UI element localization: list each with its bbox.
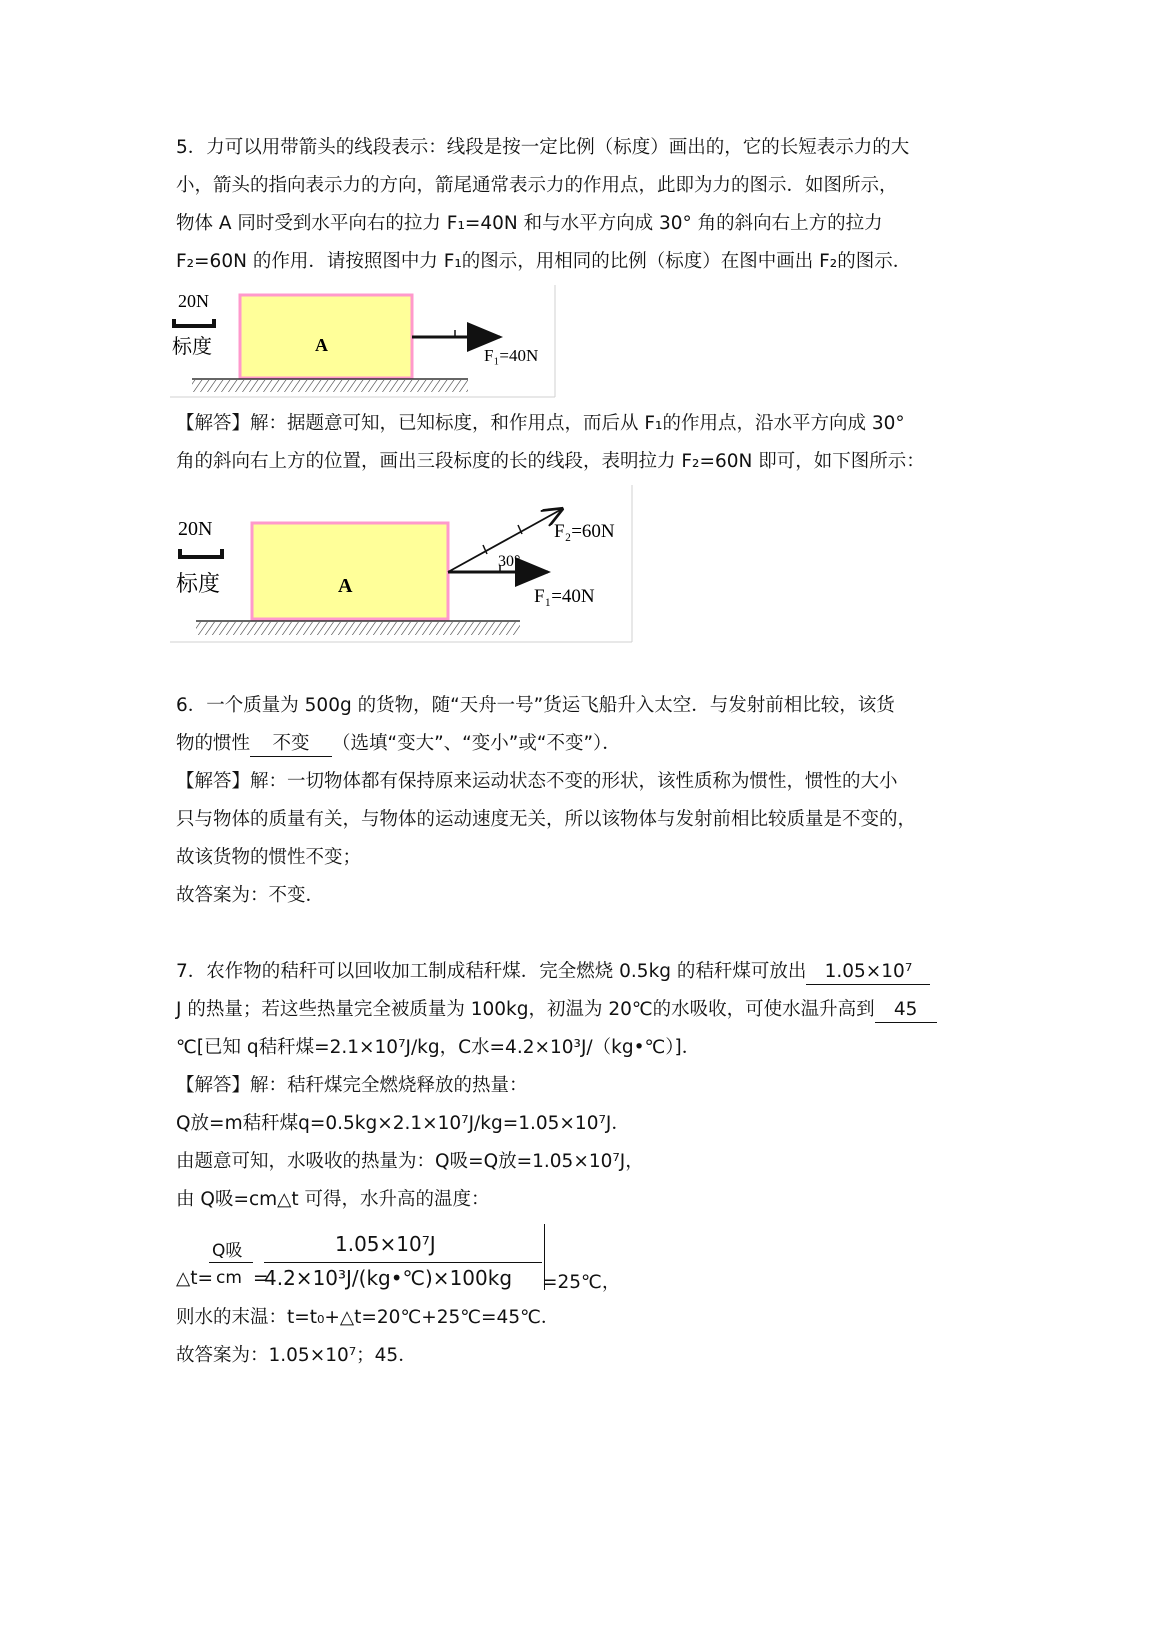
q5-text-line-1: 5．力可以用带箭头的线段表示：线段是按一定比例（标度）画出的，它的长短表示力的大 <box>176 137 910 158</box>
block-a-label: A <box>315 335 328 355</box>
equation-rhs: =25℃， <box>542 1272 621 1293</box>
q7-answer-line-2: Q放=m秸秆煤q=0.5kg×2.1×10⁷J/kg=1.05×10⁷J． <box>176 1113 630 1134</box>
q5-answer-line-1: 【解答】解：据题意可知，已知标度，和作用点，而后从 F₁的作用点，沿水平方向成 30° <box>176 413 905 434</box>
q6-answer-line-4: 故答案为：不变． <box>176 885 325 906</box>
block-a <box>252 523 448 619</box>
equation-denominator-1: cm <box>216 1268 242 1288</box>
q6-text-line-2: 物的惯性 不变 （选填“变大”、“变小”或“不变”）． <box>176 732 621 757</box>
figure-force-f1 <box>170 285 560 400</box>
q5-text-line-4: F₂=60N 的作用．请按照图中力 F₁的图示，用相同的比例（标度）在图中画出 F₂的图示． <box>176 251 912 272</box>
q7-answer-line-4: 由 Q吸=cm△t 可得，水升高的温度： <box>176 1189 490 1210</box>
figure-force-f1-f2 <box>170 485 640 645</box>
equation-lhs: △t= <box>176 1268 213 1289</box>
q7-answer-line-3: 由题意可知，水吸收的热量为：Q吸=Q放=1.05×10⁷J， <box>176 1151 644 1172</box>
q6-answer-line-1: 【解答】解：一切物体都有保持原来运动状态不变的形状，该性质称为惯性，惯性的大小 <box>176 771 898 792</box>
q7-text-line-1: 7．农作物的秸秆可以回收加工制成秸秆煤．完全燃烧 0.5kg 的秸秆煤可放出 1.05×10⁷ <box>176 960 930 985</box>
force-f1-label: F₁=40N <box>534 586 595 607</box>
scale-label: 标度 <box>172 336 212 358</box>
force-f2-label: F₂=60N <box>554 521 615 542</box>
scale-value: 20N <box>178 518 213 540</box>
scale-label: 标度 <box>176 571 221 596</box>
answer-blank-2: 45 <box>875 998 937 1023</box>
angle-label: 30° <box>498 553 521 570</box>
force-f1-label: F₁=40N <box>484 346 539 365</box>
q6-answer-line-2: 只与物体的质量有关，与物体的运动速度无关，所以该物体与发射前相比较质量是不变的， <box>176 809 917 830</box>
equation-denominator-2: 4.2×10³J/(kg•℃)×100kg <box>264 1266 513 1290</box>
equation-numerator-2: 1.05×10⁷J <box>335 1232 436 1256</box>
q5-text-line-2: 小，箭头的指向表示力的方向，箭尾通常表示力的作用点，此即为力的图示．如图所示， <box>176 175 898 196</box>
answer-blank: 不变 <box>250 732 332 757</box>
q5-text-line-3: 物体 A 同时受到水平向右的拉力 F₁=40N 和与水平方向成 30° 角的斜向右上方的拉力 <box>176 213 883 234</box>
q7-answer-line-6: 故答案为：1.05×10⁷；45． <box>176 1345 417 1366</box>
scale-value: 20N <box>178 291 209 311</box>
q5-answer-line-2: 角的斜向右上方的位置，画出三段标度的长的线段，表明拉力 F₂=60N 即可，如下图所示： <box>176 451 925 472</box>
equation-numerator-1: Q吸 <box>212 1241 243 1261</box>
q7-text-line-2: J 的热量；若这些热量完全被质量为 100kg，初温为 20℃的水吸收，可使水温升高到 45 <box>176 998 937 1023</box>
q7-answer-line-5: 则水的末温：t=t₀+△t=20℃+25℃=45℃． <box>176 1307 560 1328</box>
answer-blank-1: 1.05×10⁷ <box>806 960 930 985</box>
q6-text-line-1: 6．一个质量为 500g 的货物，随“天舟一号”货运飞船升入太空．与发射前相比较，该货 <box>176 695 895 716</box>
q7-answer-line-1: 【解答】解：秸秆煤完全燃烧释放的热量： <box>176 1075 528 1096</box>
block-a-label: A <box>338 575 353 597</box>
q7-text-line-3: ℃[已知 q秸秆煤=2.1×10⁷J/kg，C水=4.2×10³J/（kg•℃）]． <box>176 1037 701 1058</box>
q6-answer-line-3: 故该货物的惯性不变； <box>176 847 362 868</box>
